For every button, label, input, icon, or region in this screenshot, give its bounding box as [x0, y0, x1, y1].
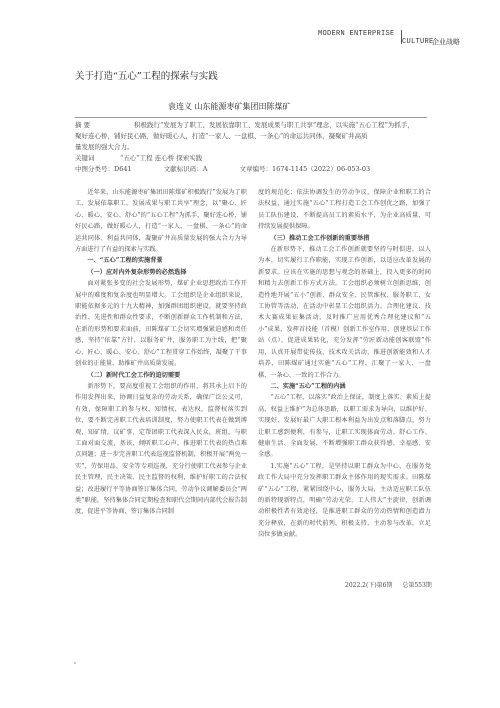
body-left-column	[75, 187, 247, 518]
abstract-line-3: 量发展的强大合力。	[75, 143, 134, 151]
body-paragraph: 近年来，山东能源枣矿集团田陈煤矿积极践行“发展为了职工、发展依靠职工、发展成果与职工共享”理念，以“聚心、匠心、暖心、安心、舒心”的“五心工程”为抓手，聚好连心桥，铺好民心路，做好暖心人，打造“一家人、一盘棋、一条心”的命运共同体、利益共同体，凝聚矿井高质量发展的强大合力为导方面进行了有益的探索与实践。	[75, 189, 247, 254]
clc-number: 中图分类号：D641	[75, 165, 132, 173]
article-number: 文章编号：1674-1145（2022）06-053-03	[239, 165, 371, 173]
section-heading: 一、“五心”工程的实施背景	[87, 257, 163, 265]
journal-name-en-line1: MODERN ENTERPRISE	[318, 30, 395, 38]
header-divider	[401, 30, 402, 44]
body-right-column	[258, 187, 431, 541]
issue-number: 2022.2(下)第6期	[345, 582, 393, 589]
body-paragraph: “五心”工程，以落实“政治上保证，制度上落实、素质上提高、权益上维护”为总体思路，以职工需求为导向，以维护好、实现好、发展好最广大职工根本利益为出发点和落脚点，努力让职工感到便利，有参与，让职工实现体面劳动、舒心工作、健康生活、全面发展，不断增强职工群众获得感、幸福感、安全感。	[258, 394, 431, 459]
section-heading: （二）新时代工会工作的迫切需要	[87, 371, 181, 379]
abstract-line-2: 聚好连心桥，铺好民心路，做好暖心人，打造“一家人、一盘棋、一条心”的命运共同体，凝聚矿井高质	[75, 132, 368, 140]
section-heading: （一）应对内外复杂形势的必然选择	[87, 268, 187, 276]
abstract-line-1: 积极践行“发展为了职工、发展依靠职工、发展成果与职工共享”理念，以实施“五心工程”为抓手，	[134, 121, 414, 129]
issue-info	[345, 580, 432, 589]
abstract-block	[75, 120, 435, 175]
document-code: 文献标识码：A	[163, 165, 208, 173]
body-paragraph: 1.实施“五心”工程，是坚持以职工群众为中心，在服务党政工作大局中充分发挥职工群众主体作用的现实需求。田陈煤矿“五心”工程，紧紧围绕中心，服务大局，主动适应职工队伍的新特现新特点，明确“劳动光荣、工人伟大”主旋律，创新调动积极性者有效途径，是推进职工群众的劳动热情和创造潜力充分释放，在新的时代前列，积极支持，主动参与改革，立足岗位多做贡献。	[258, 462, 431, 539]
section-heading: 二、实施“五心”工程的内涵	[270, 382, 346, 390]
body-paragraph: 面对紧张多变的社会发展形势，煤矿企业思想政治工作开展中的难度和复杂度也明显增大。工会组织是企业组织来说，职能依据多元的十九大精神，加强群团组织建设，就要坚持政治性、先进性和群众性要求，不断创新群众工作机制和方法，在新的形势和要求面前，田陈煤矿工会切实增强紧迫感和责任感，坚持“依靠”方针，以服务矿井，服务职工为主线，把“聚心、匠心、暖心、安心、舒心”工程贯穿工作始终，凝聚了干事创业的正能量，助推矿井高质量发展。	[75, 280, 247, 368]
keywords: “五心”工程 连心桥 探索实践	[120, 154, 203, 162]
section-heading: （三）推动工会工作创新的重要举措	[270, 234, 370, 242]
body-paragraph: 度的规范化；依法协调发生的劳动争议，保障企业和职工的合法权益，通过实施“五心”工程打造工会工作创优之路，加强了员工队伍建设，不断提高员工的素质水平，为企业高质量、可持续发展提供保障。	[258, 189, 431, 231]
author-affiliation: 袁连义 山东能源枣矿集团田陈煤矿	[168, 102, 291, 111]
article-title: 关于打造“五心”工程的探索与实践	[75, 71, 218, 82]
body-paragraph: 在新形势下，推动工会工作创新就要坚持与时俱进，以人为本，切实履行工作职能，实现工作创新，以适应改革发展的新要求。应该在实施的思想与观念的基础上，投入更多的时间和精力去创新工作方式方法。工会组织必须树立创新思维，创造性地开展“五小”创新、群众安全、民管维权、服务职工、女工协管等活动，在活动中彰显工会组织活力。合理化建议、技术大赛成果征集活动，及时推广应用优秀合理化建议和“五小”成果，发挥首技能（首模）创新工作室作用，创建基层工作站（点），促进成果转化，充分发挥“劳匠新动能创客联盟”作用，认真开展带徒传技、技术攻关活动，推进创新能效和人才培养，田陈煤矿通过实施“五心”工程，汇聚了一家人、一盘棋、一条心、一致的工作合力。	[258, 246, 431, 379]
section-label: 企业战略	[432, 38, 460, 46]
title-rule	[75, 117, 427, 118]
keywords-label: 关键词	[75, 154, 95, 162]
abstract-label: 摘 要	[75, 121, 91, 129]
journal-name-en-line2: CULTURE	[402, 38, 434, 46]
body-paragraph: 新形势下，要高度重视工会组织的作用，将其承上启下的作用发挥出来，协调日益复杂的劳动关系，确保广泛公义可，有效，保障职工的参与权、知情权、表达权，监督权落实到位，要不断完善职工代表培训制度，努力使职工代表在做到博观，知矿情，议矿事，定帮团职工代表深入民众，班组，与职工面对面交流，基该，倾听职工心声，推进职工代表的热点难点问题；进一步完善职工代表巡视监督机制，积极开展“两免一实”、劳保用品、安全等专项巡视，充分行使职工代表参与企业民主管理，民主决策、民主监督的权利，维护好职工的合法权益；改进履行平等协商签订集体合同，劳动争议调解委员会“两类”职能，坚持集体合同定期检查和职代会期间内部代会报告制度，促进平等协商、签订集体合同制	[75, 382, 247, 516]
total-issue: 总第553期	[402, 582, 432, 589]
page-speck	[74, 662, 76, 664]
